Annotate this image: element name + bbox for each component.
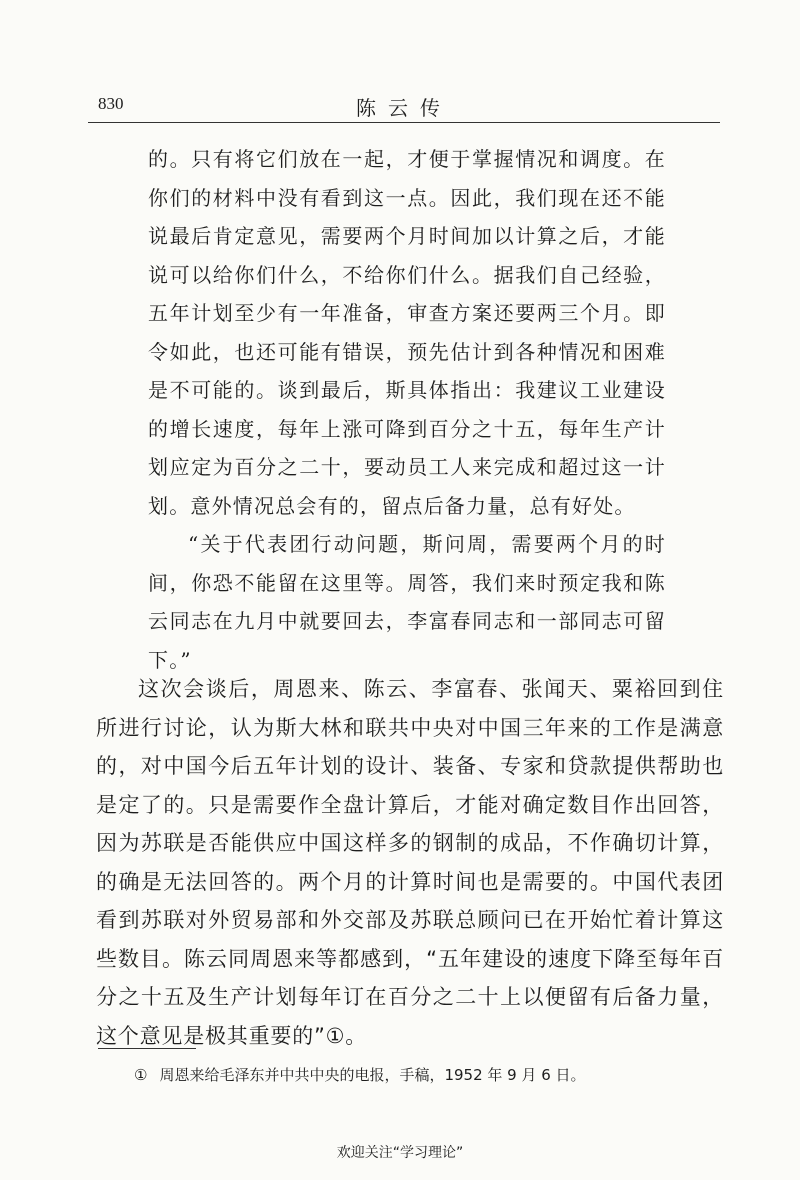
body-text — [96, 670, 724, 1055]
quote-paragraph: 的。只有将它们放在一起，才便于掌握情况和调度。在你们的材料中没有看到这一点。因此，我们现在还不能说最后肯定意见，需要两个月时间加以计算之后，才能说可以给你们什么，不给你们什么。据我们自己经验，五年计划至少有一年准备，审查方案还要两三个月。即令如此，也还可能有错误，预先估计到各种情况和困难是不可能的。谈到最后，斯具体指出：我建议工业建设的增长速度，每年上涨可降到百分之十五，每年生产计划应定为百分之二十，要动员工人来完成和超过这一计划。意外情况总会有的，留点后备力量，总有好处。 — [148, 147, 666, 518]
quoted-telegram-block — [148, 140, 666, 679]
quote-paragraph: “关于代表团行动问题，斯问周，需要两个月的时间，你恐不能留在这里等。周答，我们来时预定我和陈云同志在九月中就要回去，李富春同志和一部同志可留下。” — [148, 532, 666, 672]
footnote — [134, 1064, 734, 1086]
footnote-text: 周恩来给毛泽东并中共中央的电报，手稿，1952 年 9 月 6 日。 — [159, 1066, 586, 1084]
watermark-notice: 欢迎关注“学习理论” — [336, 1145, 464, 1161]
footnote-mark: ① — [134, 1066, 148, 1084]
footnote-divider — [98, 1048, 196, 1049]
page-number: 830 — [98, 94, 124, 113]
body-paragraph: 这次会谈后，周恩来、陈云、李富春、张闻天、粟裕回到住所进行讨论，认为斯大林和联共中央对中国三年来的工作是满意的，对中国今后五年计划的设计、装备、专家和贷款提供帮助也是定了的。只是需要作全盘计算后，才能对确定数目作出回答，因为苏联是否能供应中国这样多的钢制的成品，不作确切计算，的确是无法回答的。两个月的计算时间也是需要的。中国代表团看到苏联对外贸易部和外交部及苏联总顾问已在开始忙着计算这些数目。陈云同周恩来等都感到，“五年建设的速度下降至每年百分之十五及生产计划每年订在百分之二十上以便留有后备力量，这个意见是极其重要的”①。 — [96, 677, 724, 1048]
running-title: 陈云传 — [356, 96, 452, 120]
page-header — [88, 92, 720, 123]
